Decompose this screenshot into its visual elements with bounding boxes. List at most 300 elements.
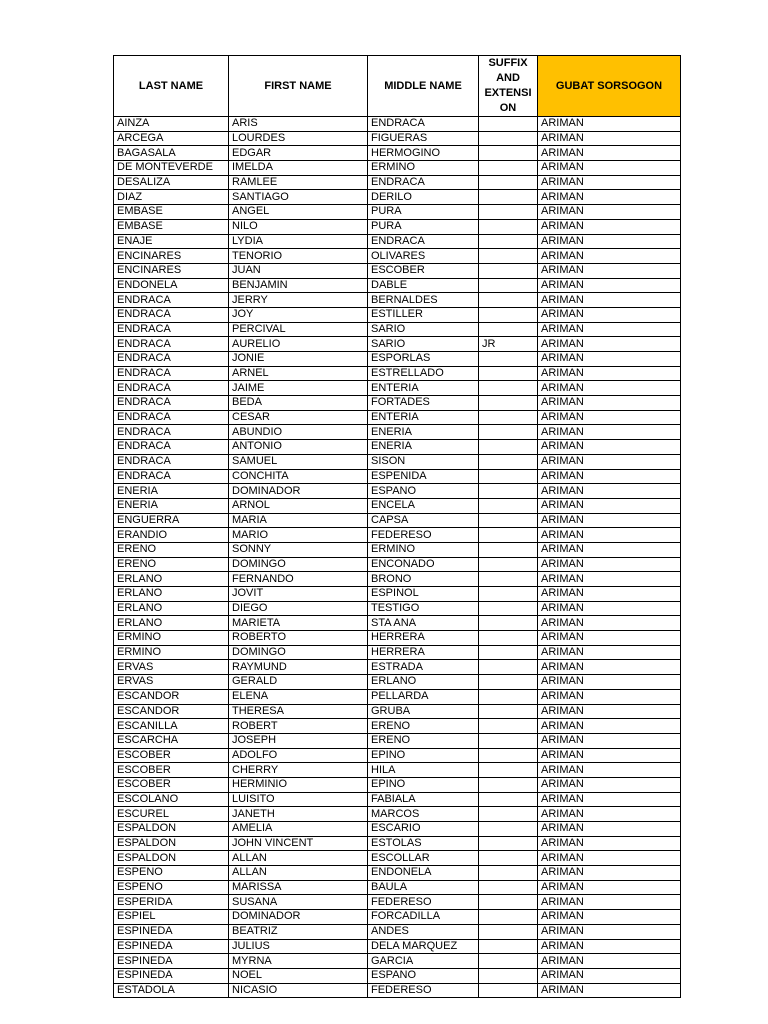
cell-first-name: ABUNDIO — [229, 425, 368, 440]
cell-location: ARIMAN — [538, 219, 681, 234]
cell-location: ARIMAN — [538, 410, 681, 425]
cell-location: ARIMAN — [538, 822, 681, 837]
cell-first-name: DOMINADOR — [229, 484, 368, 499]
cell-first-name: JAIME — [229, 381, 368, 396]
cell-suffix — [479, 822, 538, 837]
cell-suffix — [479, 131, 538, 146]
cell-suffix: JR — [479, 337, 538, 352]
table-row — [114, 777, 681, 792]
cell-first-name: ARNEL — [229, 366, 368, 381]
header-suffix-line: EXTENSI — [484, 87, 532, 99]
cell-last-name: ERVAS — [114, 675, 229, 690]
cell-first-name: MARIETA — [229, 616, 368, 631]
table-row — [114, 836, 681, 851]
cell-last-name: EMBASE — [114, 205, 229, 220]
cell-first-name: SAMUEL — [229, 454, 368, 469]
cell-first-name: ARIS — [229, 117, 368, 132]
table-row — [114, 352, 681, 367]
cell-first-name: SONNY — [229, 542, 368, 557]
table-row — [114, 895, 681, 910]
cell-last-name: ESCUREL — [114, 807, 229, 822]
cell-first-name: LOURDES — [229, 131, 368, 146]
cell-first-name: JERRY — [229, 293, 368, 308]
cell-first-name: MYRNA — [229, 954, 368, 969]
cell-location: ARIMAN — [538, 748, 681, 763]
cell-middle-name: EPINO — [368, 777, 479, 792]
table-row — [114, 146, 681, 161]
cell-last-name: ERVAS — [114, 660, 229, 675]
cell-middle-name: ENCELA — [368, 498, 479, 513]
cell-location: ARIMAN — [538, 498, 681, 513]
cell-location: ARIMAN — [538, 777, 681, 792]
cell-suffix — [479, 616, 538, 631]
cell-middle-name: ERMINO — [368, 542, 479, 557]
cell-first-name: DOMINGO — [229, 645, 368, 660]
table-row — [114, 572, 681, 587]
cell-middle-name: HERRERA — [368, 631, 479, 646]
cell-first-name: JUAN — [229, 263, 368, 278]
table-row — [114, 161, 681, 176]
cell-location: ARIMAN — [538, 454, 681, 469]
cell-first-name: RAYMUND — [229, 660, 368, 675]
table-row — [114, 484, 681, 499]
cell-first-name: THERESA — [229, 704, 368, 719]
cell-middle-name: ESTILLER — [368, 307, 479, 322]
cell-first-name: HERMINIO — [229, 777, 368, 792]
cell-last-name: ERLANO — [114, 616, 229, 631]
table-row — [114, 249, 681, 264]
cell-last-name: ENDRACA — [114, 469, 229, 484]
cell-suffix — [479, 895, 538, 910]
cell-last-name: ESPERIDA — [114, 895, 229, 910]
table-row — [114, 381, 681, 396]
cell-middle-name: ESTRELLADO — [368, 366, 479, 381]
cell-location: ARIMAN — [538, 440, 681, 455]
cell-location: ARIMAN — [538, 161, 681, 176]
cell-first-name: JOHN VINCENT — [229, 836, 368, 851]
table-row — [114, 117, 681, 132]
cell-last-name: ESPENO — [114, 880, 229, 895]
cell-middle-name: ESPINOL — [368, 587, 479, 602]
cell-last-name: ERMINO — [114, 645, 229, 660]
cell-location: ARIMAN — [538, 542, 681, 557]
cell-last-name: ERENO — [114, 542, 229, 557]
cell-first-name: JOSEPH — [229, 733, 368, 748]
cell-first-name: MARIO — [229, 528, 368, 543]
cell-first-name: CESAR — [229, 410, 368, 425]
cell-location: ARIMAN — [538, 396, 681, 411]
cell-last-name: ENDRACA — [114, 454, 229, 469]
cell-last-name: ENCINARES — [114, 263, 229, 278]
table-row — [114, 587, 681, 602]
cell-suffix — [479, 719, 538, 734]
cell-location: ARIMAN — [538, 880, 681, 895]
cell-last-name: ENERIA — [114, 498, 229, 513]
cell-location: ARIMAN — [538, 733, 681, 748]
cell-last-name: ENDRACA — [114, 396, 229, 411]
cell-middle-name: ESTOLAS — [368, 836, 479, 851]
cell-first-name: MARISSA — [229, 880, 368, 895]
cell-last-name: ERANDIO — [114, 528, 229, 543]
cell-middle-name: ESPENIDA — [368, 469, 479, 484]
table-row — [114, 425, 681, 440]
table-row — [114, 719, 681, 734]
header-suffix-line: AND — [496, 72, 520, 84]
cell-middle-name: ANDES — [368, 924, 479, 939]
cell-last-name: ENDRACA — [114, 425, 229, 440]
cell-middle-name: ENTERIA — [368, 410, 479, 425]
table-row — [114, 968, 681, 983]
cell-middle-name: PURA — [368, 205, 479, 220]
cell-suffix — [479, 454, 538, 469]
cell-first-name: DIEGO — [229, 601, 368, 616]
cell-suffix — [479, 880, 538, 895]
cell-first-name: LYDIA — [229, 234, 368, 249]
table-row — [114, 822, 681, 837]
cell-suffix — [479, 733, 538, 748]
cell-suffix — [479, 513, 538, 528]
table-row — [114, 542, 681, 557]
header-middle-name: MIDDLE NAME — [368, 56, 479, 117]
table-row — [114, 645, 681, 660]
cell-last-name: ESCOBER — [114, 763, 229, 778]
cell-location: ARIMAN — [538, 425, 681, 440]
table-row — [114, 498, 681, 513]
cell-first-name: AMELIA — [229, 822, 368, 837]
table-row — [114, 733, 681, 748]
cell-suffix — [479, 777, 538, 792]
cell-middle-name: OLIVARES — [368, 249, 479, 264]
cell-middle-name: ENERIA — [368, 425, 479, 440]
cell-last-name: EMBASE — [114, 219, 229, 234]
cell-suffix — [479, 234, 538, 249]
cell-location: ARIMAN — [538, 954, 681, 969]
cell-suffix — [479, 381, 538, 396]
cell-middle-name: ERLANO — [368, 675, 479, 690]
cell-last-name: ENDRACA — [114, 440, 229, 455]
table-row — [114, 469, 681, 484]
table-row — [114, 234, 681, 249]
cell-location: ARIMAN — [538, 381, 681, 396]
cell-first-name: ALLAN — [229, 866, 368, 881]
cell-last-name: ENERIA — [114, 484, 229, 499]
cell-middle-name: ERMINO — [368, 161, 479, 176]
cell-suffix — [479, 704, 538, 719]
cell-location: ARIMAN — [538, 469, 681, 484]
cell-suffix — [479, 205, 538, 220]
cell-location: ARIMAN — [538, 924, 681, 939]
table-row — [114, 454, 681, 469]
cell-location: ARIMAN — [538, 939, 681, 954]
cell-suffix — [479, 924, 538, 939]
cell-last-name: ESCOLANO — [114, 792, 229, 807]
table-row — [114, 601, 681, 616]
cell-suffix — [479, 307, 538, 322]
table-row — [114, 263, 681, 278]
cell-first-name: GERALD — [229, 675, 368, 690]
cell-middle-name: FEDERESO — [368, 528, 479, 543]
cell-location: ARIMAN — [538, 807, 681, 822]
cell-middle-name: MARCOS — [368, 807, 479, 822]
cell-middle-name: ERENO — [368, 719, 479, 734]
cell-first-name: SANTIAGO — [229, 190, 368, 205]
cell-last-name: ESPALDON — [114, 822, 229, 837]
cell-last-name: ESPALDON — [114, 836, 229, 851]
cell-first-name: BEATRIZ — [229, 924, 368, 939]
cell-suffix — [479, 660, 538, 675]
cell-first-name: LUISITO — [229, 792, 368, 807]
cell-first-name: JOY — [229, 307, 368, 322]
header-row — [114, 56, 681, 117]
cell-last-name: ESPENO — [114, 866, 229, 881]
cell-middle-name: ENDRACA — [368, 117, 479, 132]
cell-first-name: NILO — [229, 219, 368, 234]
cell-location: ARIMAN — [538, 689, 681, 704]
cell-suffix — [479, 851, 538, 866]
cell-last-name: ERENO — [114, 557, 229, 572]
table-row — [114, 190, 681, 205]
cell-first-name: NOEL — [229, 968, 368, 983]
cell-suffix — [479, 528, 538, 543]
cell-suffix — [479, 469, 538, 484]
cell-suffix — [479, 352, 538, 367]
table-row — [114, 322, 681, 337]
cell-last-name: ENDRACA — [114, 381, 229, 396]
cell-first-name: JULIUS — [229, 939, 368, 954]
cell-first-name: JOVIT — [229, 587, 368, 602]
cell-middle-name: ESPORLAS — [368, 352, 479, 367]
cell-suffix — [479, 396, 538, 411]
header-first-name: FIRST NAME — [229, 56, 368, 117]
table-row — [114, 910, 681, 925]
cell-middle-name: PURA — [368, 219, 479, 234]
cell-middle-name: EPINO — [368, 748, 479, 763]
table-row — [114, 807, 681, 822]
cell-suffix — [479, 161, 538, 176]
cell-middle-name: GARCIA — [368, 954, 479, 969]
cell-suffix — [479, 601, 538, 616]
cell-location: ARIMAN — [538, 792, 681, 807]
cell-middle-name: ENERIA — [368, 440, 479, 455]
cell-last-name: DIAZ — [114, 190, 229, 205]
cell-last-name: ENDRACA — [114, 366, 229, 381]
cell-suffix — [479, 146, 538, 161]
cell-first-name: ANGEL — [229, 205, 368, 220]
cell-suffix — [479, 587, 538, 602]
cell-first-name: IMELDA — [229, 161, 368, 176]
cell-location: ARIMAN — [538, 763, 681, 778]
cell-last-name: ENDRACA — [114, 352, 229, 367]
cell-last-name: ENDRACA — [114, 337, 229, 352]
cell-location: ARIMAN — [538, 704, 681, 719]
cell-location: ARIMAN — [538, 484, 681, 499]
cell-last-name: ESTADOLA — [114, 983, 229, 998]
cell-last-name: ENCINARES — [114, 249, 229, 264]
cell-location: ARIMAN — [538, 131, 681, 146]
cell-suffix — [479, 631, 538, 646]
cell-middle-name: ESTRADA — [368, 660, 479, 675]
cell-last-name: ESCANDOR — [114, 704, 229, 719]
cell-last-name: ESCARCHA — [114, 733, 229, 748]
cell-middle-name: DABLE — [368, 278, 479, 293]
cell-location: ARIMAN — [538, 719, 681, 734]
table-row — [114, 307, 681, 322]
table-row — [114, 528, 681, 543]
cell-suffix — [479, 322, 538, 337]
table-row — [114, 939, 681, 954]
cell-middle-name: ESCOBER — [368, 263, 479, 278]
cell-suffix — [479, 983, 538, 998]
table-row — [114, 689, 681, 704]
cell-first-name: JONIE — [229, 352, 368, 367]
cell-middle-name: FORCADILLA — [368, 910, 479, 925]
cell-first-name: AURELIO — [229, 337, 368, 352]
table-row — [114, 396, 681, 411]
table-row — [114, 293, 681, 308]
cell-location: ARIMAN — [538, 263, 681, 278]
table-row — [114, 440, 681, 455]
header-suffix — [479, 56, 538, 117]
cell-last-name: ENDRACA — [114, 307, 229, 322]
cell-suffix — [479, 249, 538, 264]
cell-middle-name: ENTERIA — [368, 381, 479, 396]
cell-last-name: ESCOBER — [114, 777, 229, 792]
table-row — [114, 131, 681, 146]
cell-suffix — [479, 498, 538, 513]
cell-suffix — [479, 939, 538, 954]
cell-suffix — [479, 293, 538, 308]
cell-suffix — [479, 572, 538, 587]
cell-first-name: ANTONIO — [229, 440, 368, 455]
cell-first-name: FERNANDO — [229, 572, 368, 587]
cell-last-name: BAGASALA — [114, 146, 229, 161]
header-last-name: LAST NAME — [114, 56, 229, 117]
cell-first-name: EDGAR — [229, 146, 368, 161]
cell-suffix — [479, 542, 538, 557]
cell-location: ARIMAN — [538, 895, 681, 910]
cell-suffix — [479, 278, 538, 293]
cell-first-name: SUSANA — [229, 895, 368, 910]
cell-location: ARIMAN — [538, 851, 681, 866]
cell-suffix — [479, 410, 538, 425]
table-row — [114, 792, 681, 807]
table-row — [114, 983, 681, 998]
cell-last-name: ENDRACA — [114, 293, 229, 308]
cell-location: ARIMAN — [538, 631, 681, 646]
cell-first-name: BENJAMIN — [229, 278, 368, 293]
cell-middle-name: STA ANA — [368, 616, 479, 631]
cell-middle-name: BRONO — [368, 572, 479, 587]
cell-middle-name: FIGUERAS — [368, 131, 479, 146]
cell-location: ARIMAN — [538, 146, 681, 161]
cell-location: ARIMAN — [538, 866, 681, 881]
cell-location: ARIMAN — [538, 910, 681, 925]
cell-suffix — [479, 866, 538, 881]
table-row — [114, 660, 681, 675]
cell-suffix — [479, 175, 538, 190]
cell-location: ARIMAN — [538, 249, 681, 264]
cell-location: ARIMAN — [538, 190, 681, 205]
cell-suffix — [479, 910, 538, 925]
cell-last-name: ENDRACA — [114, 410, 229, 425]
cell-location: ARIMAN — [538, 616, 681, 631]
table-row — [114, 880, 681, 895]
table-row — [114, 557, 681, 572]
cell-middle-name: CAPSA — [368, 513, 479, 528]
cell-location: ARIMAN — [538, 587, 681, 602]
cell-suffix — [479, 484, 538, 499]
cell-location: ARIMAN — [538, 205, 681, 220]
cell-suffix — [479, 190, 538, 205]
cell-first-name: PERCIVAL — [229, 322, 368, 337]
cell-suffix — [479, 645, 538, 660]
cell-suffix — [479, 425, 538, 440]
cell-location: ARIMAN — [538, 366, 681, 381]
cell-middle-name: PELLARDA — [368, 689, 479, 704]
cell-suffix — [479, 807, 538, 822]
cell-last-name: ESPINEDA — [114, 954, 229, 969]
cell-middle-name: FEDERESO — [368, 983, 479, 998]
cell-suffix — [479, 954, 538, 969]
cell-location: ARIMAN — [538, 175, 681, 190]
cell-location: ARIMAN — [538, 660, 681, 675]
cell-middle-name: HILA — [368, 763, 479, 778]
cell-last-name: ERLANO — [114, 572, 229, 587]
cell-middle-name: SISON — [368, 454, 479, 469]
cell-last-name: ESPIEL — [114, 910, 229, 925]
cell-last-name: AINZA — [114, 117, 229, 132]
cell-first-name: ELENA — [229, 689, 368, 704]
table-row — [114, 513, 681, 528]
cell-location: ARIMAN — [538, 293, 681, 308]
table-body — [114, 117, 681, 998]
table-row — [114, 410, 681, 425]
cell-location: ARIMAN — [538, 675, 681, 690]
table-header — [114, 56, 681, 117]
cell-first-name: DOMINGO — [229, 557, 368, 572]
cell-middle-name: ESPANO — [368, 484, 479, 499]
cell-middle-name: HERRERA — [368, 645, 479, 660]
cell-middle-name: SARIO — [368, 337, 479, 352]
cell-last-name: ESCOBER — [114, 748, 229, 763]
cell-location: ARIMAN — [538, 557, 681, 572]
table-row — [114, 748, 681, 763]
cell-location: ARIMAN — [538, 528, 681, 543]
cell-location: ARIMAN — [538, 352, 681, 367]
cell-first-name: ROBERTO — [229, 631, 368, 646]
cell-last-name: ENDONELA — [114, 278, 229, 293]
cell-location: ARIMAN — [538, 117, 681, 132]
cell-last-name: ESPINEDA — [114, 924, 229, 939]
cell-suffix — [479, 792, 538, 807]
cell-suffix — [479, 836, 538, 851]
cell-first-name: CONCHITA — [229, 469, 368, 484]
table-row — [114, 616, 681, 631]
cell-middle-name: ERENO — [368, 733, 479, 748]
cell-middle-name: ENDRACA — [368, 234, 479, 249]
table-row — [114, 866, 681, 881]
cell-last-name: ENGUERRA — [114, 513, 229, 528]
cell-first-name: ADOLFO — [229, 748, 368, 763]
cell-location: ARIMAN — [538, 572, 681, 587]
cell-middle-name: GRUBA — [368, 704, 479, 719]
cell-first-name: TENORIO — [229, 249, 368, 264]
table-row — [114, 219, 681, 234]
cell-last-name: ERMINO — [114, 631, 229, 646]
roster-table — [113, 55, 681, 998]
cell-last-name: ENAJE — [114, 234, 229, 249]
cell-first-name: ROBERT — [229, 719, 368, 734]
